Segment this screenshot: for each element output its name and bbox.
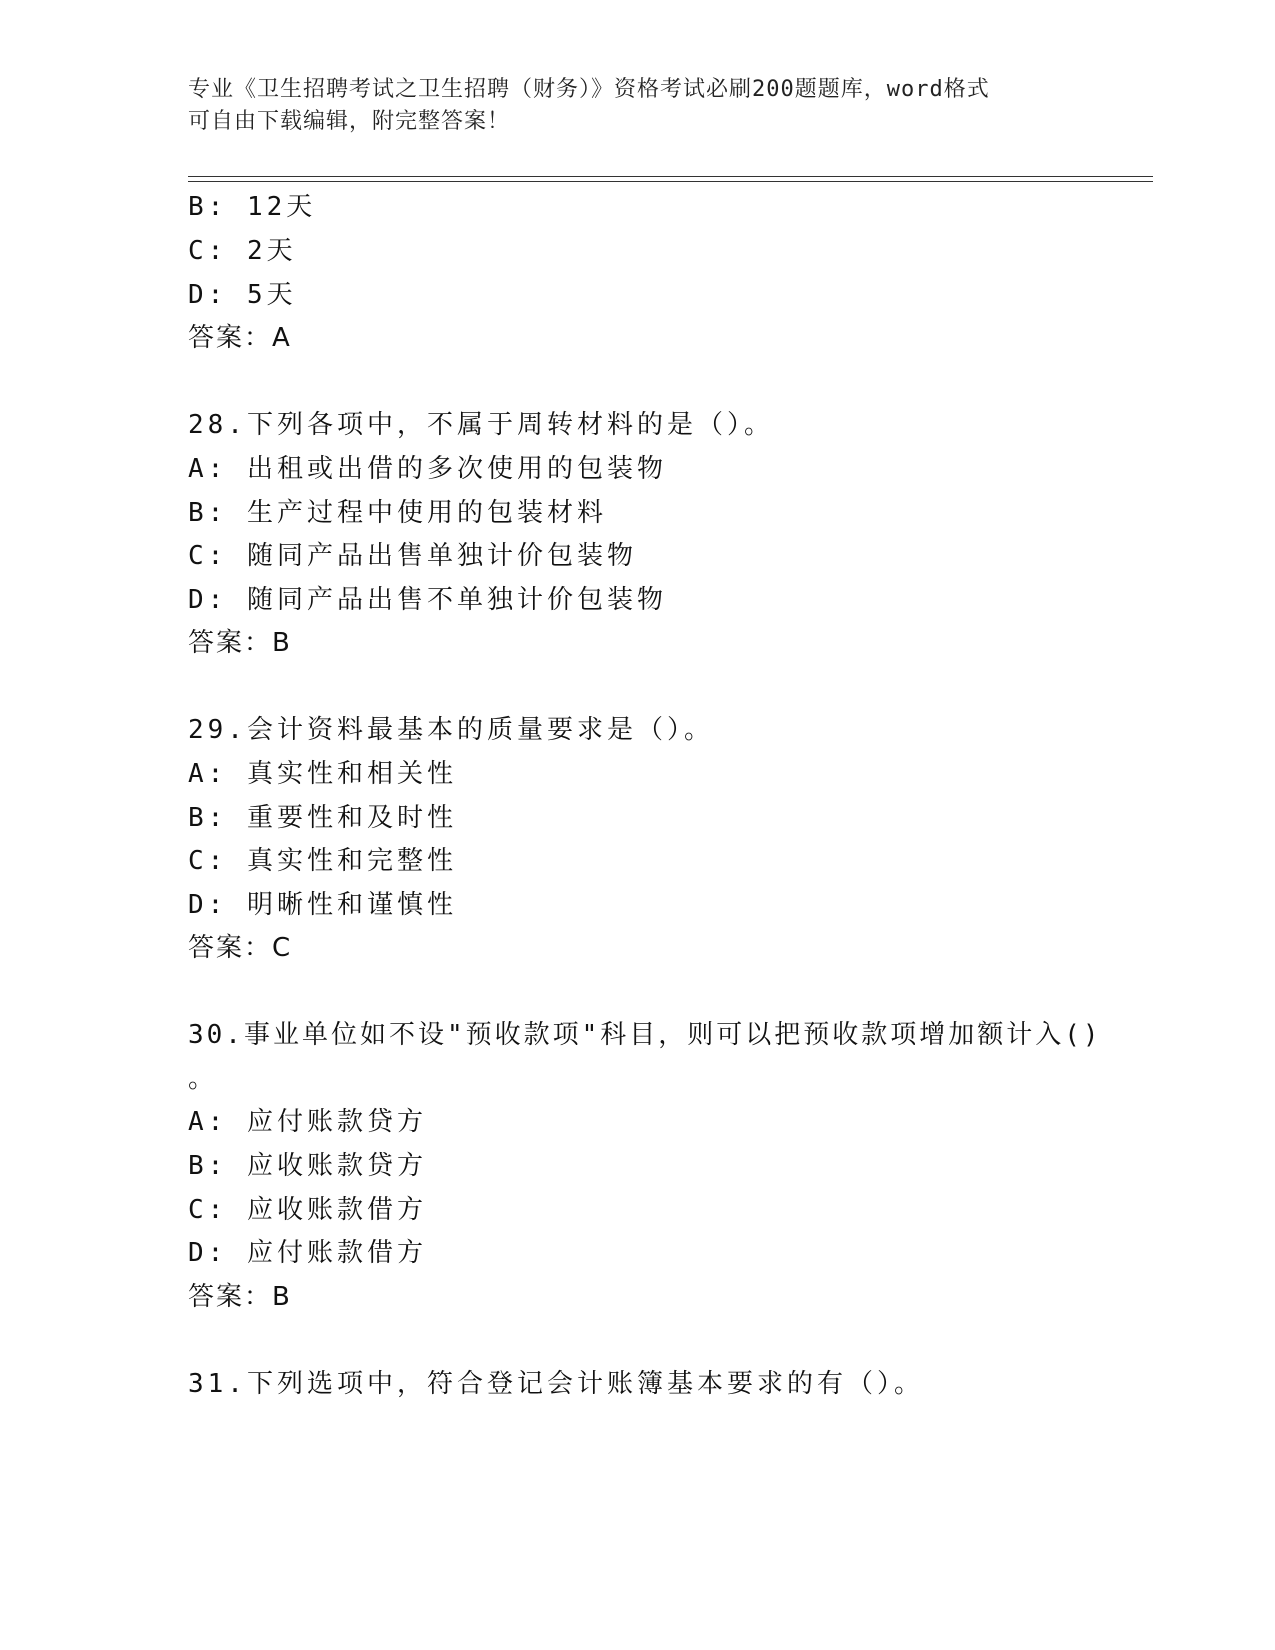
header-divider-top — [188, 176, 1153, 177]
option-a: A: 真实性和相关性 — [188, 759, 457, 789]
answer-line: 答案：B — [188, 628, 292, 658]
option-b: B: 应收账款贷方 — [188, 1151, 427, 1181]
question-stem-continuation: 。 — [188, 1064, 219, 1094]
option-b: B: 重要性和及时性 — [188, 803, 457, 833]
option-d: D: 随同产品出售不单独计价包装物 — [188, 585, 667, 615]
question-stem: 28.下列各项中，不属于周转材料的是（）。 — [188, 410, 774, 440]
header-divider-bottom — [188, 181, 1153, 182]
option-b: B: 12天 — [188, 192, 317, 222]
option-c: C: 应收账款借方 — [188, 1195, 427, 1225]
option-c: C: 随同产品出售单独计价包装物 — [188, 541, 637, 571]
question-stem: 29.会计资料最基本的质量要求是（）。 — [188, 715, 714, 745]
option-c: C: 真实性和完整性 — [188, 846, 457, 876]
answer-line: 答案：A — [188, 323, 292, 353]
question-stem: 31.下列选项中，符合登记会计账簿基本要求的有（）。 — [188, 1369, 924, 1399]
option-a: A: 出租或出借的多次使用的包装物 — [188, 454, 667, 484]
option-d: D: 明晰性和谨慎性 — [188, 890, 457, 920]
option-d: D: 5天 — [188, 280, 297, 310]
option-a: A: 应付账款贷方 — [188, 1107, 427, 1137]
header-line-1: 专业《卫生招聘考试之卫生招聘（财务）》资格考试必刷200题题库，word格式 — [188, 77, 990, 102]
question-stem: 30.事业单位如不设"预收款项"科目，则可以把预收款项增加额计入() — [188, 1020, 1102, 1050]
option-c: C: 2天 — [188, 236, 297, 266]
page-header — [188, 74, 1088, 138]
header-line-2: 可自由下载编辑，附完整答案！ — [188, 109, 511, 134]
option-d: D: 应付账款借方 — [188, 1238, 427, 1268]
option-b: B: 生产过程中使用的包装材料 — [188, 498, 607, 528]
answer-line: 答案：B — [188, 1282, 292, 1312]
answer-line: 答案：C — [188, 933, 293, 963]
